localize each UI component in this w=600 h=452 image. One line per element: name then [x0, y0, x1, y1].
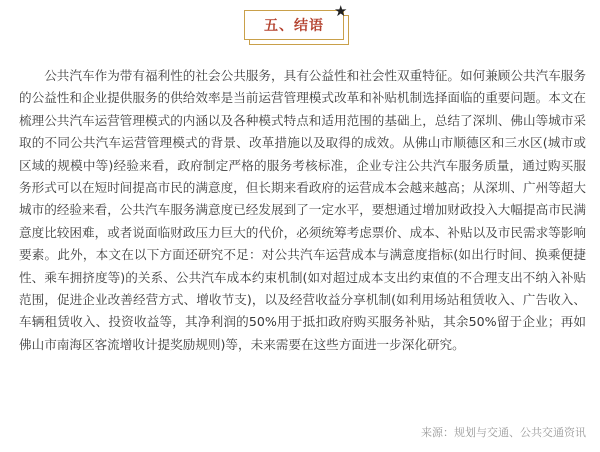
conclusion-paragraph: 公共汽车作为带有福利性的社会公共服务，具有公益性和社会性双重特征。如何兼顾公共汽车服务的公益性和企业提供服务的供给效率是当前运营管理模式改革和补贴机制选择面临的重要问题。本文在梳理公共汽车运营管理模式的内涵以及各种模式特点和适用范围的基础上，总结了深圳、佛山等城市采取的不同公共汽车运营管理模式的背景、改革措施以及取得的成效。从佛山市顺德区和三水区(城市或区域的规模中等)经验来看，政府制定严格的服务考核标准，企业专注公共汽车服务质量，通过购买服务形式可以在短时间提高市民的满意度，但长期来看政府的运营成本会越来越高；从深圳、广州等超大城市的经验来看，公共汽车服务满意度已经发展到了一定水平，要想通过增加财政投入大幅提高市民满意度比较困难，或者说面临财政压力巨大的代价，必须统筹考虑票价、成本、补贴以及市民需求等影响要素。此外，本文在以下方面还研究不足：对公共汽车运营成本与满意度指标(如出行时间、换乘便捷性、乘车拥挤度等)的关系、公共汽车成本约束机制(如对超过成本支出约束值的不合理支出不纳入补贴范围，促进企业改善经营方式、增收节支)，以及经营收益分享机制(如利用场站租赁收入、广告收入、车辆租赁收入、投资收益等，其净利润的50%用于抵扣政府购买服务补贴，其余50%留于企业；再如佛山市南海区客流增收计提奖励规则)等，未来需要在这些方面进一步深化研究。 — [19, 68, 586, 352]
source-attribution: 来源：规划与交通、公共交通资讯 — [421, 426, 586, 439]
star-icon: ★ — [334, 2, 348, 20]
section-title: 五、结语 — [244, 10, 344, 40]
section-heading — [244, 2, 354, 46]
